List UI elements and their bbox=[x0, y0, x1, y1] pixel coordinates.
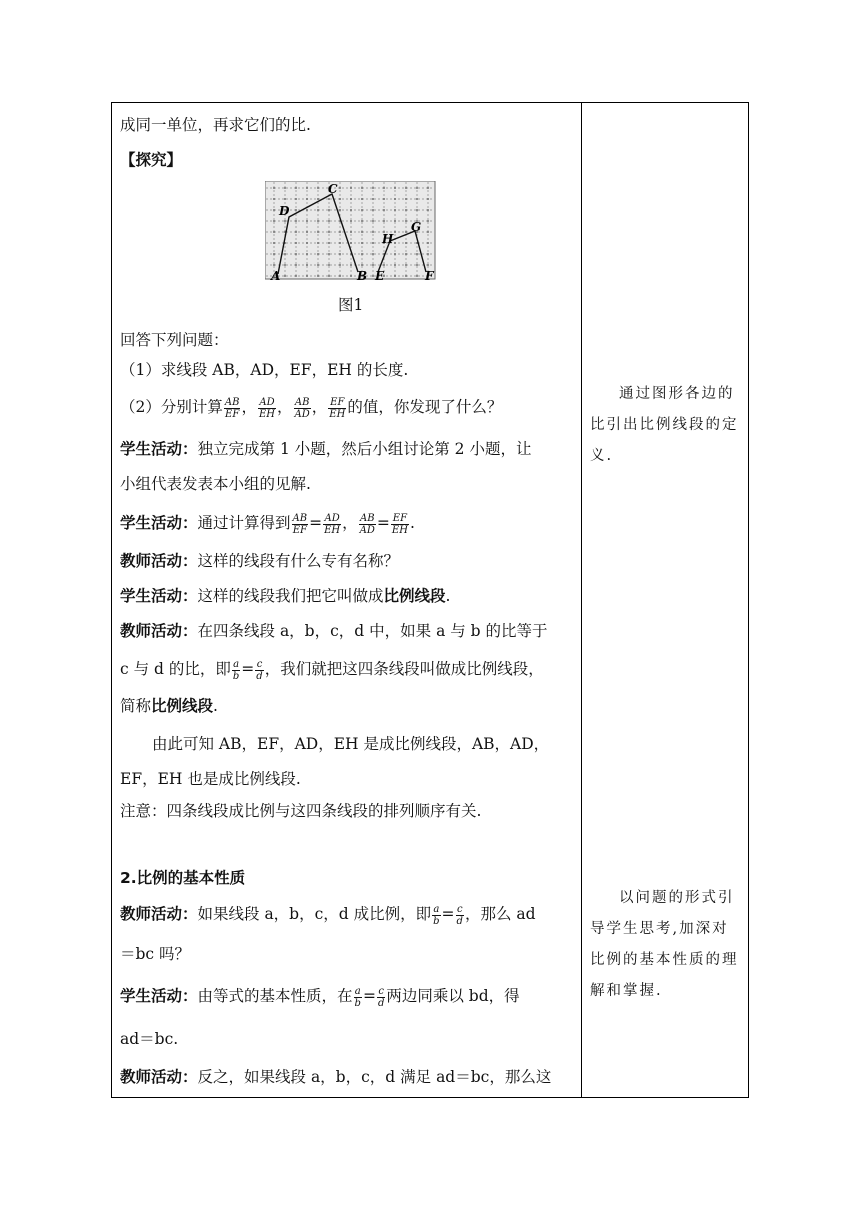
grid-dot bbox=[350, 264, 352, 266]
grid-dot bbox=[306, 253, 308, 255]
grid-dot bbox=[339, 198, 341, 200]
point-label-g: G bbox=[411, 220, 422, 234]
grid-dot bbox=[339, 209, 341, 211]
grid-dot bbox=[317, 187, 319, 189]
q2-suffix: 的值，你发现了什么？ bbox=[347, 398, 503, 416]
equals-sign: = bbox=[441, 905, 455, 923]
grid-dot bbox=[284, 264, 286, 266]
activity-text: 这样的线段我们把它叫做成 bbox=[197, 587, 384, 605]
frac-a-b: $\frac{a}{b}$ bbox=[433, 903, 440, 927]
grid-dot bbox=[317, 264, 319, 266]
grid-dot bbox=[427, 231, 429, 233]
grid-dot bbox=[273, 209, 275, 211]
grid-dot bbox=[273, 187, 275, 189]
q2-fraction-2: $\frac{AD}{EH}$ bbox=[258, 396, 275, 420]
grid-dot bbox=[350, 231, 352, 233]
grid-dot bbox=[372, 231, 374, 233]
grid-dot bbox=[361, 220, 363, 222]
grid-dot bbox=[328, 275, 330, 277]
grid-dot bbox=[317, 198, 319, 200]
figure-1-svg bbox=[265, 181, 437, 281]
grid-dot bbox=[405, 253, 407, 255]
grid-dot bbox=[328, 253, 330, 255]
grid-dot bbox=[372, 187, 374, 189]
grid-dot bbox=[284, 253, 286, 255]
activity-label: 教师活动： bbox=[120, 552, 198, 570]
grid-dot bbox=[361, 209, 363, 211]
grid-dot bbox=[372, 220, 374, 222]
grid-dot bbox=[306, 220, 308, 222]
grid-dot bbox=[427, 220, 429, 222]
section-2-heading: 2.比例的基本性质 bbox=[120, 869, 246, 887]
grid-dot bbox=[273, 242, 275, 244]
period: . bbox=[445, 587, 451, 605]
student-activity-4 bbox=[120, 985, 520, 1009]
student-activity-3 bbox=[120, 585, 450, 607]
grid-dot bbox=[284, 275, 286, 277]
grid-dot bbox=[372, 242, 374, 244]
grid-dot bbox=[394, 275, 396, 277]
activity-text: 如果线段 a，b，c，d 成比例，即 bbox=[197, 905, 432, 923]
grid-dot bbox=[273, 264, 275, 266]
grid-dot bbox=[361, 242, 363, 244]
grid-dot bbox=[383, 187, 385, 189]
grid-dot bbox=[295, 187, 297, 189]
grid-dot bbox=[416, 209, 418, 211]
grid-dot bbox=[328, 264, 330, 266]
point-label-b: B bbox=[357, 269, 368, 281]
grid-dot bbox=[405, 220, 407, 222]
grid-dot bbox=[394, 231, 396, 233]
grid-dot bbox=[361, 253, 363, 255]
grid-dot bbox=[427, 242, 429, 244]
teacher-activity-1 bbox=[120, 550, 399, 572]
q2-fraction-1: $\frac{AB}{EF}$ bbox=[224, 396, 240, 420]
activity-label: 教师活动： bbox=[120, 905, 198, 923]
grid-dot bbox=[416, 187, 418, 189]
teacher-activity-4 bbox=[120, 1066, 551, 1088]
teacher-activity-3-line2: ＝bc 吗？ bbox=[120, 945, 191, 963]
grid-dot bbox=[416, 198, 418, 200]
grid-dot bbox=[317, 209, 319, 211]
grid-dot bbox=[372, 264, 374, 266]
grid-dot bbox=[405, 275, 407, 277]
lesson-table bbox=[111, 102, 749, 1098]
frac-c-d: $\frac{c}{d}$ bbox=[377, 985, 385, 1009]
grid-dot bbox=[284, 198, 286, 200]
grid-dot bbox=[416, 275, 418, 277]
grid-dot bbox=[350, 275, 352, 277]
activity-label: 教师活动： bbox=[120, 1068, 198, 1086]
question-2 bbox=[120, 396, 502, 420]
grid-figure bbox=[265, 181, 437, 281]
grid-dot bbox=[306, 264, 308, 266]
grid-dot bbox=[405, 231, 407, 233]
grid-dot bbox=[284, 220, 286, 222]
grid-dot bbox=[306, 187, 308, 189]
q2-prefix: （2）分别计算 bbox=[120, 398, 223, 416]
grid-dot bbox=[361, 198, 363, 200]
frac-ef-eh: $\frac{EF}{EH}$ bbox=[391, 512, 408, 536]
activity-text: 两边同乘以 bd，得 bbox=[386, 987, 520, 1005]
answer-prompt: 回答下列问题： bbox=[120, 331, 229, 349]
activity-text: 这样的线段有什么专有名称？ bbox=[197, 552, 400, 570]
activity-text: 独立完成第 1 小题，然后小组讨论第 2 小题，让 bbox=[197, 440, 532, 458]
side-note-2-text: 以问题的形式引导学生思考,加深对比例的基本性质的理解和掌握. bbox=[590, 890, 739, 999]
grid-dot bbox=[416, 264, 418, 266]
frac-a-b: $\frac{a}{b}$ bbox=[354, 985, 361, 1009]
teacher-activity-2-line2 bbox=[120, 658, 544, 682]
point-label-d: D bbox=[279, 204, 290, 218]
grid-dot bbox=[361, 264, 363, 266]
student-activity-1-cont: 小组代表发表本小组的见解. bbox=[120, 475, 311, 493]
grid-dot bbox=[295, 242, 297, 244]
grid-dot bbox=[383, 220, 385, 222]
grid-dot bbox=[295, 253, 297, 255]
period: . bbox=[409, 514, 415, 532]
grid-dot bbox=[394, 187, 396, 189]
grid-dot bbox=[394, 220, 396, 222]
activity-label: 教师活动： bbox=[120, 622, 198, 640]
grid-dot bbox=[295, 275, 297, 277]
activity-label: 学生活动： bbox=[120, 987, 198, 1005]
frac-ab-ef: $\frac{AB}{EF}$ bbox=[292, 512, 308, 536]
grid-dot bbox=[317, 220, 319, 222]
comma: ， bbox=[342, 514, 358, 532]
frac-ad-eh: $\frac{AD}{EH}$ bbox=[324, 512, 341, 536]
point-label-a: A bbox=[271, 269, 281, 281]
period: . bbox=[213, 697, 218, 715]
grid-dot bbox=[328, 209, 330, 211]
grid-dot bbox=[427, 187, 429, 189]
teacher-activity-2 bbox=[120, 620, 548, 642]
grid-dot bbox=[427, 264, 429, 266]
grid-dot bbox=[339, 275, 341, 277]
grid-dot bbox=[306, 198, 308, 200]
grid-dot bbox=[339, 264, 341, 266]
grid-dot bbox=[306, 242, 308, 244]
activity-text: 通过计算得到 bbox=[197, 514, 291, 532]
grid-dot bbox=[317, 253, 319, 255]
q2-sep-2: ， bbox=[277, 398, 293, 416]
grid-dot bbox=[273, 198, 275, 200]
point-label-c: C bbox=[328, 182, 338, 196]
grid-dot bbox=[427, 198, 429, 200]
activity-text: ，我们就把这四条线段叫做成比例线段， bbox=[264, 660, 544, 678]
teacher-activity-2-line3 bbox=[120, 695, 218, 717]
grid-dot bbox=[383, 198, 385, 200]
student-activity-2 bbox=[120, 512, 415, 536]
student-activity-4-line2: ad＝bc. bbox=[120, 1030, 179, 1048]
grid-dot bbox=[383, 209, 385, 211]
grid-dot bbox=[372, 209, 374, 211]
grid-dot bbox=[317, 231, 319, 233]
grid-dot bbox=[405, 198, 407, 200]
grid-dot bbox=[350, 242, 352, 244]
grid-dot bbox=[295, 220, 297, 222]
grid-dot bbox=[306, 231, 308, 233]
term-proportional-segments: 比例线段 bbox=[151, 697, 214, 715]
grid-dot bbox=[394, 242, 396, 244]
grid-dot bbox=[372, 253, 374, 255]
q2-sep-1: ， bbox=[241, 398, 257, 416]
grid-dot bbox=[394, 264, 396, 266]
grid-dot bbox=[361, 231, 363, 233]
grid-dot bbox=[306, 209, 308, 211]
note: 注意：四条线段成比例与这四条线段的排列顺序有关. bbox=[120, 802, 482, 820]
activity-label: 学生活动： bbox=[120, 440, 198, 458]
grid-dot bbox=[295, 264, 297, 266]
term-proportional-segments: 比例线段 bbox=[383, 587, 446, 605]
equals-sign: = bbox=[241, 660, 255, 678]
grid-dot bbox=[339, 253, 341, 255]
grid-dot bbox=[394, 209, 396, 211]
grid-dot bbox=[317, 275, 319, 277]
grid-dot bbox=[317, 242, 319, 244]
grid-dot bbox=[328, 242, 330, 244]
grid-dot bbox=[405, 242, 407, 244]
frac-c-d: $\frac{c}{d}$ bbox=[456, 903, 463, 927]
equals-sign: = bbox=[376, 514, 390, 532]
grid-dot bbox=[328, 198, 330, 200]
activity-text: 在四条线段 a，b，c，d 中，如果 a 与 b 的比等于 bbox=[197, 622, 548, 640]
grid-dot bbox=[284, 187, 286, 189]
grid-dot bbox=[339, 231, 341, 233]
grid-dot bbox=[328, 220, 330, 222]
student-activity-1 bbox=[120, 438, 531, 460]
point-label-f: F bbox=[425, 269, 434, 281]
grid-dot bbox=[339, 187, 341, 189]
intro-tail: 成同一单位，再求它们的比. bbox=[120, 116, 311, 134]
grid-dot bbox=[350, 209, 352, 211]
grid-dot bbox=[273, 231, 275, 233]
grid-dot bbox=[394, 253, 396, 255]
grid-dot bbox=[350, 198, 352, 200]
q2-fraction-3: $\frac{AB}{AD}$ bbox=[294, 396, 310, 420]
activity-label: 学生活动： bbox=[120, 514, 198, 532]
activity-text: 由等式的基本性质，在 bbox=[197, 987, 353, 1005]
teacher-activity-3 bbox=[120, 903, 536, 927]
grid-dot bbox=[427, 209, 429, 211]
grid-dot bbox=[339, 242, 341, 244]
activity-label: 学生活动： bbox=[120, 587, 198, 605]
grid-dot bbox=[416, 253, 418, 255]
grid-dot bbox=[405, 264, 407, 266]
activity-text: c 与 d 的比，即 bbox=[120, 660, 231, 678]
grid-dot bbox=[350, 187, 352, 189]
activity-text: 简称 bbox=[120, 697, 152, 715]
conclusion-line-1: 由此可知 AB，EF，AD，EH 是成比例线段，AB，AD， bbox=[152, 735, 550, 753]
grid-dot bbox=[405, 187, 407, 189]
grid-dot bbox=[427, 253, 429, 255]
point-label-e: E bbox=[375, 269, 385, 281]
q2-sep-3: ， bbox=[311, 398, 328, 416]
grid-dot bbox=[394, 198, 396, 200]
column-divider bbox=[581, 103, 582, 1097]
grid-dot bbox=[328, 231, 330, 233]
grid-dot bbox=[383, 264, 385, 266]
grid-dot bbox=[372, 198, 374, 200]
grid-dot bbox=[295, 209, 297, 211]
question-1: （1）求线段 AB，AD，EF，EH 的长度. bbox=[120, 361, 409, 379]
frac-a-b: $\frac{a}{b}$ bbox=[232, 658, 240, 682]
figure-grid-bg bbox=[265, 181, 435, 279]
grid-dot bbox=[306, 275, 308, 277]
equals-sign: = bbox=[309, 514, 323, 532]
grid-dot bbox=[350, 220, 352, 222]
equals-sign: = bbox=[362, 987, 376, 1005]
grid-dot bbox=[273, 253, 275, 255]
figure-caption: 图1 bbox=[338, 296, 364, 314]
grid-dot bbox=[295, 231, 297, 233]
side-note-2 bbox=[590, 883, 745, 1007]
point-label-h: H bbox=[382, 232, 394, 246]
grid-dot bbox=[372, 275, 374, 277]
activity-text: 反之，如果线段 a，b，c，d 满足 ad＝bc，那么这 bbox=[197, 1068, 552, 1086]
frac-ab-ad: $\frac{AB}{AD}$ bbox=[359, 512, 375, 536]
grid-dot bbox=[273, 220, 275, 222]
frac-c-d: $\frac{c}{d}$ bbox=[256, 658, 263, 682]
side-note-1-text: 通过图形各边的比引出比例线段的定义. bbox=[590, 386, 739, 464]
q2-fraction-4: $\frac{EF}{EH}$ bbox=[329, 396, 346, 420]
activity-text: ，那么 ad bbox=[464, 905, 536, 923]
grid-dot bbox=[295, 198, 297, 200]
grid-dot bbox=[361, 187, 363, 189]
conclusion-line-2: EF，EH 也是成比例线段. bbox=[120, 770, 301, 788]
side-note-1 bbox=[590, 379, 745, 472]
grid-dot bbox=[405, 209, 407, 211]
explore-heading: 【探究】 bbox=[120, 151, 183, 169]
